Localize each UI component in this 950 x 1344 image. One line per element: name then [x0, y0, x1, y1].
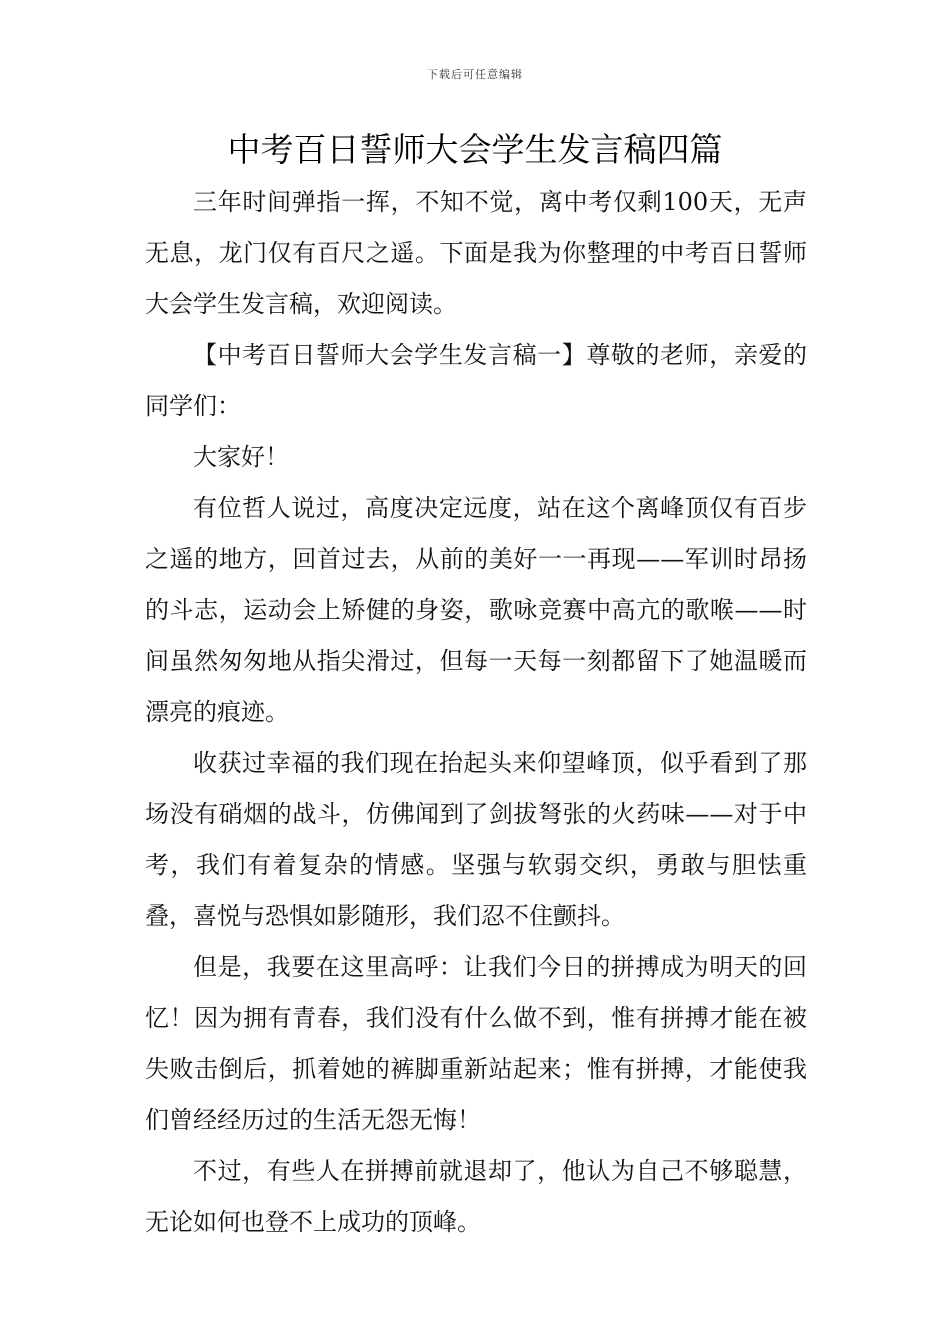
paragraph-body: 不过，有些人在拼搏前就退却了，他认为自己不够聪慧，无论如何也登不上成功的顶峰。 [145, 1157, 807, 1236]
header-note: 下载后可任意编辑 [427, 68, 523, 81]
paragraph-body: 有位哲人说过，高度决定远度，站在这个离峰顶仅有百步之遥的地方，回首过去，从前的美好一一再现——军训时昂扬的斗志，运动会上矫健的身姿，歌咏竞赛中高亢的歌喉——时间虽然匆匆地从指尖滑过，但每一天每一刻都留下了她温暖而漂亮的痕迹。 [145, 494, 807, 726]
paragraph-speech-heading: 【中考百日誓师大会学生发言稿一】尊敬的老师，亲爱的同学们： [145, 341, 807, 420]
document-body [145, 177, 807, 1248]
document-title: 中考百日誓师大会学生发言稿四篇 [227, 130, 723, 169]
paragraph-intro: 三年时间弹指一挥，不知不觉，离中考仅剩100天，无声无息，龙门仅有百尺之遥。下面是我为你整理的中考百日誓师大会学生发言稿，欢迎阅读。 [145, 188, 807, 318]
paragraph-greeting: 大家好！ [193, 443, 289, 471]
paragraph-body: 收获过幸福的我们现在抬起头来仰望峰顶，似乎看到了那场没有硝烟的战斗，仿佛闻到了剑拔弩张的火药味——对于中考，我们有着复杂的情感。坚强与软弱交织，勇敢与胆怯重叠，喜悦与恐惧如影随形，我们忍不住颤抖。 [145, 749, 807, 930]
paragraph-body: 但是，我要在这里高呼：让我们今日的拼搏成为明天的回忆！因为拥有青春，我们没有什么做不到，惟有拼搏才能在被失败击倒后，抓着她的裤脚重新站起来；惟有拼搏，才能使我们曾经经历过的生活无怨无悔！ [145, 953, 807, 1134]
